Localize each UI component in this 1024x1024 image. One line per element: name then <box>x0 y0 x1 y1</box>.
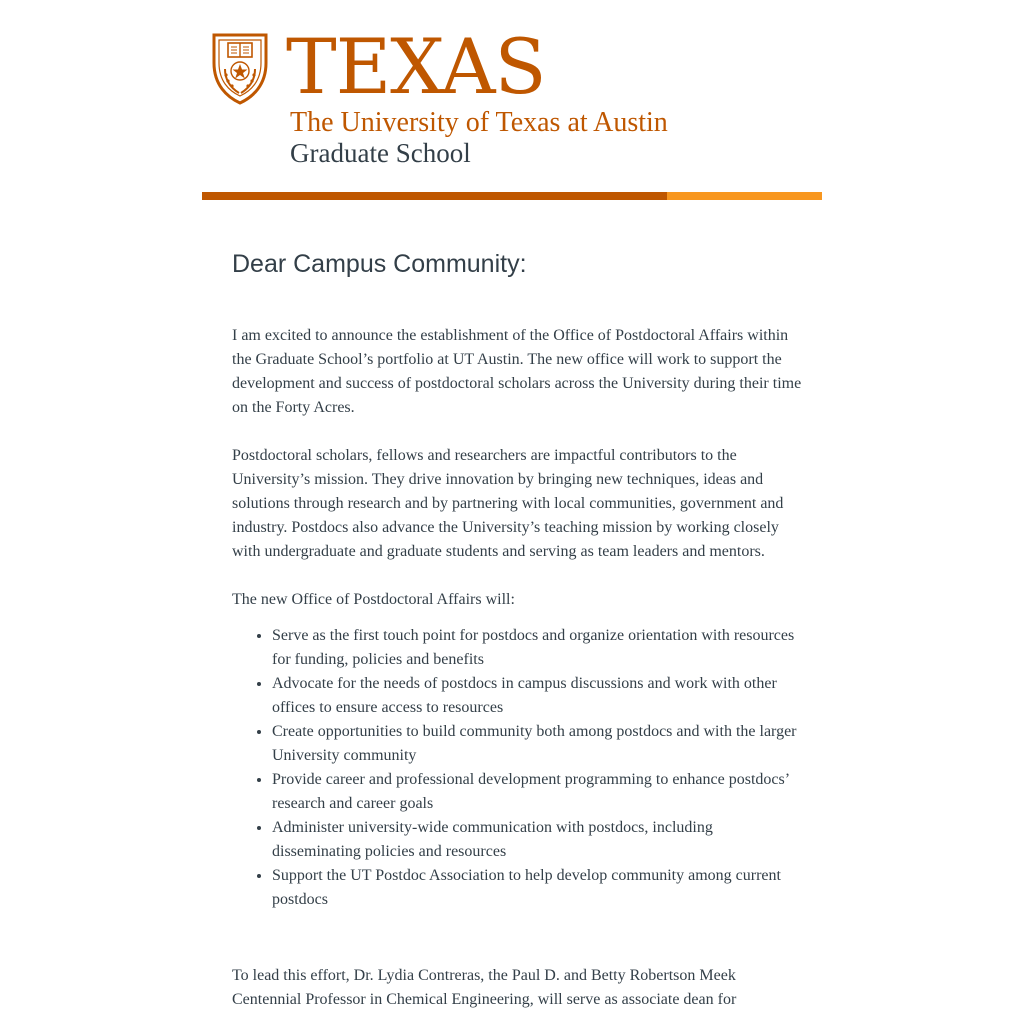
ut-seal-icon <box>211 33 269 105</box>
list-item: • Create opportunities to build community both among postdocs and with the larger University community <box>272 720 802 768</box>
divider-burnt-orange <box>202 192 667 200</box>
paragraph-2: Postdoctoral scholars, fellows and researchers are impactful contributors to the University’s mission. They drive innovation by bringing new techniques, ideas and solutions through research and by partnering with local communities, government and industry. Postdocs also advance the University’s teaching mission by working closely with undergraduate and graduate students and serving as team leaders and mentors. <box>232 447 784 560</box>
header-divider <box>202 192 822 200</box>
list-item: • Serve as the first touch point for postdocs and organize orientation with resources for funding, policies and benefits <box>272 624 802 672</box>
list-item: • Advocate for the needs of postdocs in campus discussions and work with other offices to ensure access to resources <box>272 672 802 720</box>
paragraph-4: To lead this effort, Dr. Lydia Contreras, the Paul D. and Betty Robertson Meek Centennial Professor in Chemical Engineering, will serve as associate dean for <box>232 967 737 1008</box>
texas-wordmark: TEXAS <box>286 22 546 111</box>
letter-body <box>232 246 802 1012</box>
email-header <box>202 0 822 200</box>
list-item: • Provide career and professional development programming to enhance postdocs’ research and career goals <box>272 768 802 816</box>
paragraph-1: I am excited to announce the establishment of the Office of Postdoctoral Affairs within the Graduate School’s portfolio at UT Austin. The new office will work to support the development and success of postdoctoral scholars across the University during their time on the Forty Acres. <box>232 327 802 416</box>
list-item: • Administer university-wide communication with postdocs, including disseminating policies and resources <box>272 816 802 864</box>
greeting-heading: Dear Campus Community: <box>232 250 527 278</box>
university-name: The University of Texas at Austin <box>290 107 668 138</box>
unit-name: Graduate School <box>290 138 471 168</box>
responsibilities-list <box>232 624 802 912</box>
divider-light-orange <box>667 192 822 200</box>
list-item: • Support the UT Postdoc Association to help develop community among current postdocs <box>272 864 802 912</box>
paragraph-3: The new Office of Postdoctoral Affairs will: <box>232 591 515 608</box>
